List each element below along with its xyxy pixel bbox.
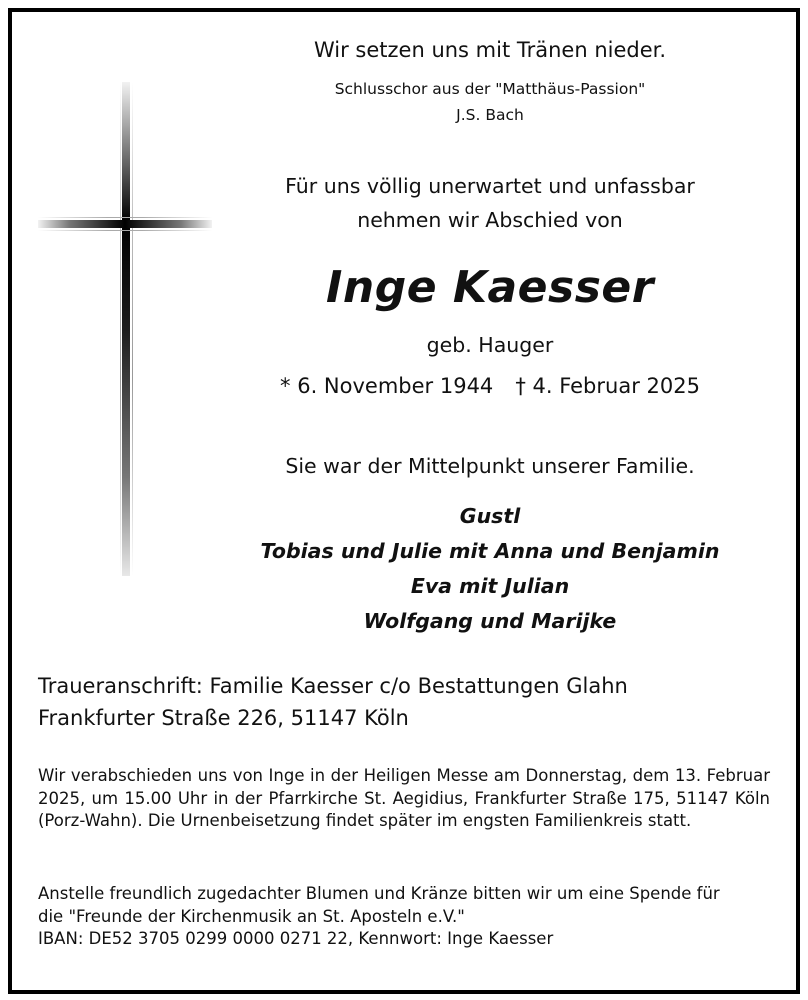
tribute: Sie war der Mittelpunkt unserer Familie.: [285, 454, 695, 478]
donation-iban: IBAN: DE52 3705 0299 0000 0271 22, Kennwort: Inge Kaesser: [38, 929, 554, 948]
family-member: Gustl: [459, 504, 521, 528]
donation-line-1: Anstelle freundlich zugedachter Blumen und Kränze bitten wir um eine Spende für: [38, 884, 720, 903]
donation-request: [38, 883, 770, 951]
deceased-name: Inge Kaesser: [326, 262, 654, 313]
family-member: Wolfgang und Marijke: [363, 609, 617, 633]
family-member: Eva mit Julian: [410, 574, 570, 598]
quote: Wir setzen uns mit Tränen nieder.: [313, 38, 667, 62]
donation-line-2: die "Freunde der Kirchenmusik an St. Aposteln e.V.": [38, 906, 465, 926]
address-line-1: Traueranschrift: Familie Kaesser c/o Bestattungen Glahn: [38, 674, 628, 698]
intro-line-1: Für uns völlig unerwartet und unfassbar: [285, 174, 695, 198]
life-dates: [250, 374, 730, 398]
birth-name: geb. Hauger: [426, 333, 554, 357]
birth-date: * 6. November 1944: [280, 374, 494, 398]
quote-source: Schlusschor aus der "Matthäus-Passion": [334, 80, 646, 98]
address-line-2: Frankfurter Straße 226, 51147 Köln: [38, 706, 409, 730]
cross-icon-beam: [38, 220, 212, 228]
quote-composer: J.S. Bach: [456, 106, 524, 124]
death-date: † 4. Februar 2025: [515, 374, 700, 398]
intro-line-2: nehmen wir Abschied von: [357, 208, 623, 232]
cross-icon: [122, 82, 130, 576]
family-member: Tobias und Julie mit Anna und Benjamin: [260, 539, 720, 563]
service-announcement: Wir verabschieden uns von Inge in der Heiligen Messe am Donnerstag, dem 13. Februar 2025, um 15.00 Uhr in der Pfarrkirche St. Aegidius, Frankfurter Straße 175, 51147 Köln (Porz-Wahn). Die Urnenbeisetzung findet später im engsten Familienkreis statt.: [38, 766, 770, 830]
